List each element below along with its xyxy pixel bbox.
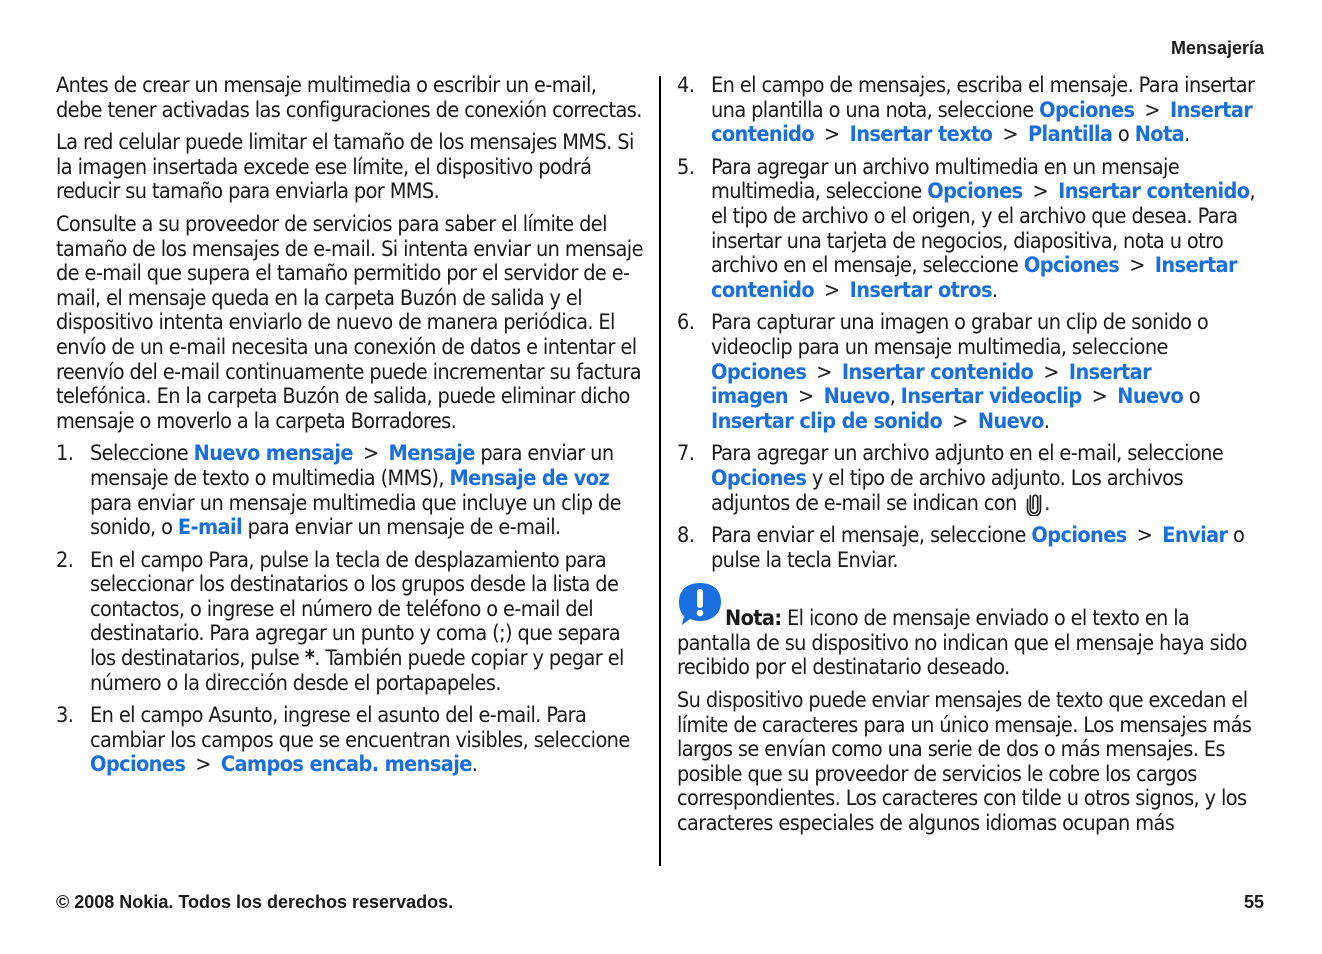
menu-nota: Nota	[1134, 122, 1185, 148]
menu-separator: >	[1043, 359, 1059, 385]
menu-opciones: Opciones	[711, 465, 807, 491]
list-item-step-4: 4. En el campo de mensajes, escriba el mensaje. Para insertar una plantilla o una nota, seleccione Opciones > Insertar contenido > Insertar texto > Plantilla o Nota.	[677, 73, 1255, 148]
menu-separator: >	[797, 384, 814, 410]
list-item-step-3: 3. En el campo Asunto, ingrese el asunto del e-mail. Para cambiar los campos que se encuentran visibles, seleccione Opciones > Campos encab. mensaje.	[56, 703, 630, 778]
menu-separator: >	[1002, 122, 1018, 148]
menu-insertar-contenido: Insertar contenido	[711, 97, 1253, 148]
section-header: Mensajería	[1170, 38, 1264, 58]
page-number: 55	[1243, 892, 1264, 912]
step-number: 3.	[56, 703, 74, 729]
step-number: 1.	[56, 441, 74, 467]
left-column	[56, 74, 646, 786]
menu-separator: >	[1032, 179, 1049, 205]
menu-separator: >	[1129, 253, 1145, 279]
menu-separator: >	[1144, 97, 1161, 123]
paragraph-connection-settings: Antes de crear un mensaje multimedia o escribir un e-mail, debe tener activadas las configuraciones de conexión correctas.	[56, 73, 642, 123]
menu-nuevo: Nuevo	[1117, 384, 1184, 410]
menu-separator: >	[952, 408, 968, 434]
menu-mensaje: Mensaje	[388, 441, 475, 467]
menu-insertar-clip-de-sonido: Insertar clip de sonido	[711, 408, 943, 434]
menu-insertar-contenido: Insertar contenido	[711, 253, 1237, 303]
list-item-step-2: 2. En el campo Para, pulse la tecla de desplazamiento para seleccionar los destinatarios o los grupos desde la lista de contactos, o ingrese el número de teléfono o e-mail del destinatario. Para agregar un punto y coma (;) que separa los destinatarios, pulse *. También puede copiar y pegar el número o la dirección desde el portapapeles.	[56, 547, 624, 696]
menu-opciones: Opciones	[1039, 97, 1135, 123]
menu-separator: >	[816, 359, 832, 385]
paperclip-icon	[1024, 492, 1044, 516]
menu-separator: >	[1091, 384, 1108, 410]
paragraph-email-size: Consulte a su proveedor de servicios para saber el límite del tamaño de los mensajes de e-mail. Si intenta enviar un mensaje de e-mail que supera el tamaño permitido por el servidor de e-mail, el mensaje queda en la carpeta Buzón de salida y el dispositivo intenta enviarlo de nuevo de manera periódica. El envío de un e-mail necesita una conexión de datos e intentar el reenvío del e-mail continuamente puede incrementar su factura telefónica. En la carpeta Buzón de salida, puede eliminar dicho mensaje o moverlo a la carpeta Borradores.	[56, 211, 643, 434]
menu-nuevo-mensaje: Nuevo mensaje	[193, 441, 353, 467]
list-item-step-7: 7. Para agregar un archivo adjunto en el e-mail, seleccione Opciones y el tipo de archivo adjunto. Los archivos adjuntos de e-mail se indican con .	[677, 441, 1224, 516]
steps-list-left	[56, 442, 646, 778]
paragraph-long-messages: Su dispositivo puede enviar mensajes de texto que excedan el límite de caracteres para un único mensaje. Los mensajes más largos se envían como una serie de dos o más mensajes. Es posible que su proveedor de servicios le cobre los cargos correspondientes. Los caracteres con tilde u otros signos, y los caracteres especiales de algunos idiomas ocupan más	[677, 688, 1252, 837]
menu-email: E-mail	[177, 515, 243, 541]
footer-copyright: © 2008 Nokia. Todos los derechos reservados.	[56, 892, 454, 912]
menu-insertar-texto: Insertar texto	[849, 122, 993, 148]
menu-opciones: Opciones	[711, 359, 807, 385]
menu-opciones: Opciones	[1031, 523, 1127, 549]
menu-insertar-otros: Insertar otros	[849, 277, 992, 303]
step-number: 8.	[677, 523, 695, 549]
menu-plantilla: Plantilla	[1027, 122, 1113, 148]
list-item-step-6: 6. Para capturar una imagen o grabar un clip de sonido o videoclip para un mensaje multimedia, seleccione Opciones > Insertar contenido > Insertar imagen > Nuevo, Insertar videoclip > Nuevo o Insertar clip de sonido > Nuevo.	[677, 310, 1209, 434]
menu-separator: >	[362, 441, 379, 467]
list-item-step-1: 1. Seleccione Nuevo mensaje > Mensaje para enviar un mensaje de texto o multimedia (MMS), Mensaje de voz para enviar un mensaje multimedia que incluye un clip de sonido, o E-mail para enviar un mensaje de e-mail.	[56, 441, 621, 541]
column-divider	[659, 76, 661, 866]
step-number: 7.	[677, 441, 695, 467]
step-number: 2.	[56, 547, 74, 573]
menu-campos-encab-mensaje: Campos encab. mensaje	[220, 752, 472, 778]
list-item-step-5: 5. Para agregar un archivo multimedia en un mensaje multimedia, seleccione Opciones > Insertar contenido, el tipo de archivo o el origen, y el archivo que desea. Para insertar una tarjeta de negocios, diapositiva, nota u otro archivo en el mensaje, seleccione Opciones > Insertar contenido > Insertar otros.	[677, 154, 1256, 303]
menu-insertar-contenido: Insertar contenido	[1058, 179, 1250, 205]
menu-enviar: Enviar	[1162, 523, 1228, 549]
note-box	[677, 581, 1267, 681]
menu-insertar-imagen: Insertar imagen	[711, 359, 1152, 410]
menu-separator: >	[824, 122, 840, 148]
menu-nuevo: Nuevo	[977, 408, 1044, 434]
menu-insertar-videoclip: Insertar videoclip	[900, 384, 1082, 410]
menu-separator: >	[195, 752, 211, 778]
star-key: *	[304, 646, 315, 672]
menu-insertar-contenido: Insertar contenido	[841, 359, 1034, 385]
exclamation-icon	[677, 581, 723, 627]
menu-nuevo: Nuevo	[823, 384, 890, 410]
step-number: 5.	[677, 154, 695, 180]
note-first-line: Nota: El icono de mensaje enviado o el texto en la	[725, 606, 1190, 632]
right-column	[677, 74, 1267, 845]
menu-opciones: Opciones	[927, 179, 1023, 205]
menu-separator: >	[1136, 523, 1153, 549]
list-item-step-8: 8. Para enviar el mensaje, seleccione Opciones > Enviar o pulse la tecla Enviar.	[677, 523, 1245, 573]
paragraph-mms-size: La red celular puede limitar el tamaño de los mensajes MMS. Si la imagen insertada excede ese límite, el dispositivo podrá reducir su tamaño para enviarla por MMS.	[56, 130, 634, 205]
menu-separator: >	[824, 277, 840, 303]
menu-opciones: Opciones	[90, 752, 186, 778]
note-text: pantalla de su dispositivo no indican que el mensaje haya sido recibido por el destinatario deseado.	[677, 630, 1247, 681]
step-number: 6.	[677, 310, 695, 336]
step-number: 4.	[677, 73, 695, 98]
menu-opciones: Opciones	[1023, 253, 1120, 279]
note-label: Nota:	[725, 606, 782, 632]
steps-list-right	[677, 74, 1267, 573]
menu-mensaje-de-voz: Mensaje de voz	[449, 465, 610, 491]
